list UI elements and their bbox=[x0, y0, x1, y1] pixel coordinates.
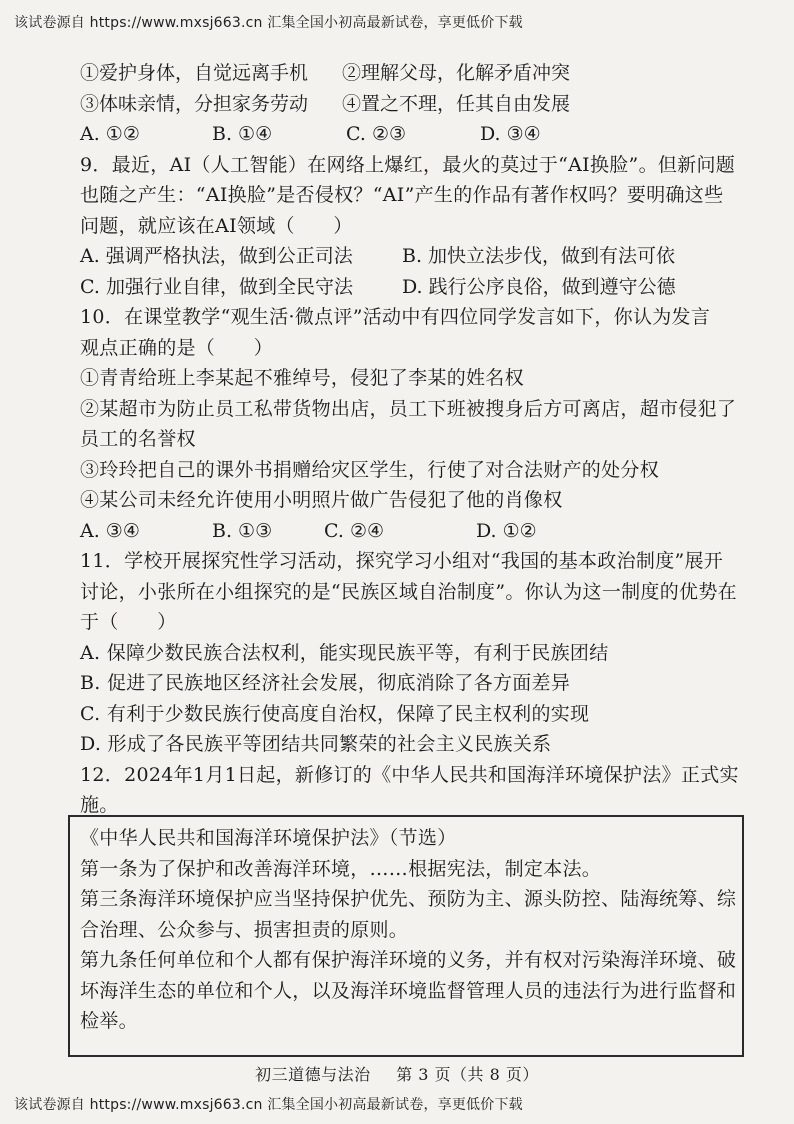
q11-stem-line-3: 于（ ） bbox=[80, 611, 177, 633]
law-excerpt-box bbox=[68, 815, 744, 1057]
q10-statement-2: ②某超市为防止员工私带货物出店，员工下班被搜身后方可离店，超市侵犯了 bbox=[80, 397, 737, 420]
q8-choice-a[interactable]: A. ①② bbox=[80, 123, 140, 145]
q8-choice-b[interactable]: B. ①④ bbox=[212, 123, 273, 145]
q10-choice-a[interactable]: A. ③④ bbox=[80, 519, 140, 542]
q8-option-1: ①爱护身体，自觉远离手机 bbox=[80, 62, 309, 84]
q9-choices-row-1 bbox=[80, 241, 760, 272]
q11-choice-b[interactable]: B. 促进了民族地区经济社会发展，彻底消除了各方面差异 bbox=[80, 672, 571, 694]
excerpt-article-1: 第一条为了保护和改善海洋环境，……根据宪法，制定本法。 bbox=[80, 857, 602, 880]
footer-subject: 初三道德与法治 bbox=[255, 1065, 371, 1084]
q11-stem-line-2: 讨论，小张所在小组探究的是“民族区域自治制度”。你认为这一制度的优势在 bbox=[80, 580, 737, 603]
q8-option-2: ②理解父母，化解矛盾冲突 bbox=[342, 62, 571, 84]
q10-choice-c[interactable]: C. ②④ bbox=[324, 519, 385, 542]
q11-choice-c[interactable]: C. 有利于少数民族行使高度自治权，保障了民主权利的实现 bbox=[80, 702, 590, 725]
q9-choice-c[interactable]: C. 加强行业自律，做到全民守法 bbox=[80, 275, 353, 298]
q9-stem-line-3: 问题，就应该在AI领域（ ） bbox=[80, 214, 353, 237]
q10-statement-4: ④某公司未经允许使用小明照片做广告侵犯了他的肖像权 bbox=[80, 489, 563, 511]
q10-statement-1: ①青青给班上李某起不雅绰号，侵犯了李某的姓名权 bbox=[80, 367, 524, 389]
q10-statement-3: ③玲玲把自己的课外书捐赠给灾区学生，行使了对合法财产的处分权 bbox=[80, 458, 660, 481]
q8-option-3: ③体味亲情，分担家务劳动 bbox=[80, 92, 309, 115]
q8-options-row-2 bbox=[80, 89, 760, 120]
q9-choices-row-2 bbox=[80, 272, 760, 303]
page-footer bbox=[0, 1062, 794, 1085]
excerpt-article-3-line-2: 合治理、公众参与、损害担责的原则。 bbox=[80, 918, 409, 941]
source-banner-bottom: 该试卷源自 https://www.mxsj663.cn 汇集全国小初高最新试卷，享更低价下载 bbox=[14, 1097, 523, 1113]
excerpt-article-9-line-3: 检举。 bbox=[80, 1010, 138, 1032]
excerpt-title: 《中华人民共和国海洋环境保护法》（节选） bbox=[80, 827, 457, 849]
q8-option-4: ④置之不理，任其自由发展 bbox=[342, 92, 571, 115]
q8-options-row-1 bbox=[80, 58, 760, 89]
q8-choice-d[interactable]: D. ③④ bbox=[480, 123, 541, 145]
q9-choice-a[interactable]: A. 强调严格执法，做到公正司法 bbox=[80, 245, 353, 267]
q10-statement-2-cont: 员工的名誉权 bbox=[80, 428, 196, 450]
footer-page-number: 第 3 页（共 8 页） bbox=[396, 1065, 539, 1084]
source-banner-top: 该试卷源自 https://www.mxsj663.cn 汇集全国小初高最新试卷，享更低价下载 bbox=[14, 15, 523, 31]
question-content bbox=[80, 58, 760, 821]
excerpt-article-9-line-2: 坏海洋生态的单位和个人，以及海洋环境监督管理人员的违法行为进行监督和 bbox=[80, 979, 737, 1002]
q11-choice-a[interactable]: A. 保障少数民族合法权利，能实现民族平等，有利于民族团结 bbox=[80, 641, 609, 664]
excerpt-article-3-line-1: 第三条海洋环境保护应当坚持保护优先、预防为主、源头防控、陆海统筹、综 bbox=[80, 888, 737, 910]
q9-stem-line-1: 9．最近，AI（人工智能）在网络上爆红，最火的莫过于“AI换脸”。但新问题 bbox=[80, 153, 736, 176]
q10-choices bbox=[80, 516, 760, 547]
q8-choice-c[interactable]: C. ②③ bbox=[346, 123, 407, 145]
q9-choice-d[interactable]: D. 践行公序良俗，做到遵守公德 bbox=[402, 275, 676, 298]
q9-choice-b[interactable]: B. 加快立法步伐，做到有法可依 bbox=[402, 245, 676, 267]
q12-stem-line-1: 12．2024年1月1日起，新修订的《中华人民共和国海洋环境保护法》正式实 bbox=[80, 763, 739, 786]
q8-choices bbox=[80, 119, 760, 150]
q10-choice-d[interactable]: D. ①② bbox=[476, 519, 537, 542]
q9-stem-line-2: 也随之产生：“AI换脸”是否侵权？“AI”产生的作品有著作权吗？要明确这些 bbox=[80, 184, 724, 206]
q10-stem-line-1: 10．在课堂教学“观生活·微点评”活动中有四位同学发言如下，你认为发言 bbox=[80, 306, 711, 328]
excerpt-article-9-line-1: 第九条任何单位和个人都有保护海洋环境的义务，并有权对污染海洋环境、破 bbox=[80, 949, 737, 971]
q11-choice-d[interactable]: D. 形成了各民族平等团结共同繁荣的社会主义民族关系 bbox=[80, 733, 552, 755]
q12-stem-line-2: 施。 bbox=[80, 794, 119, 816]
q11-stem-line-1: 11．学校开展探究性学习活动，探究学习小组对“我国的基本政治制度”展开 bbox=[80, 550, 724, 572]
q10-choice-b[interactable]: B. ①③ bbox=[212, 519, 273, 542]
q10-stem-line-2: 观点正确的是（ ） bbox=[80, 336, 274, 359]
